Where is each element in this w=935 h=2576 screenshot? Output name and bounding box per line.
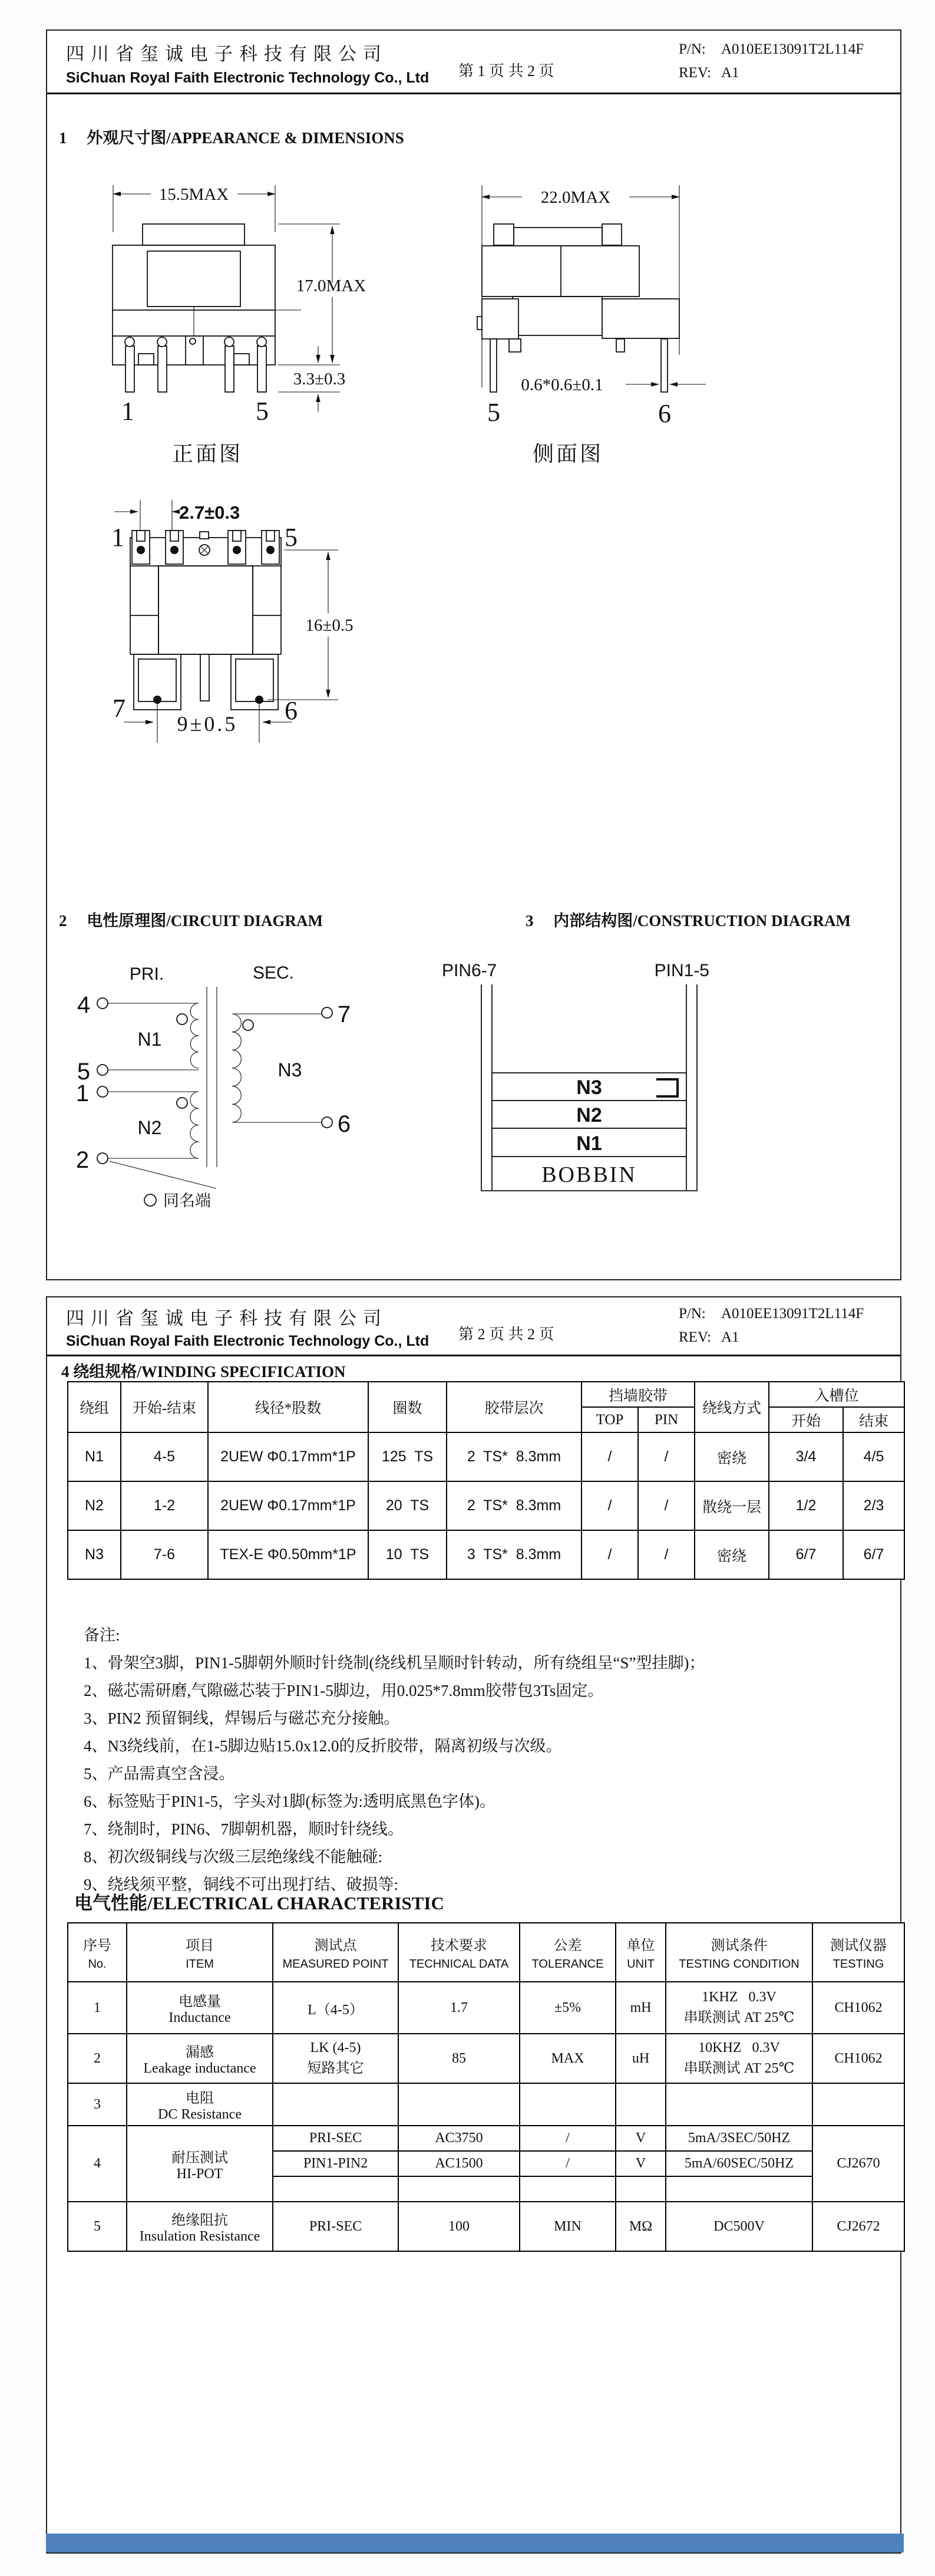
notes-title: 备注: [84, 1626, 120, 1644]
cell: N2 [68, 1481, 121, 1530]
cell: / [638, 1481, 695, 1530]
col-header-tape: 胶带层次 [447, 1382, 582, 1432]
cell: PRI-SEC [273, 2126, 398, 2151]
bottom-pin6-label: 6 [285, 696, 298, 725]
cell: L（4-5） [273, 1982, 398, 2034]
empty-cell [666, 2083, 812, 2126]
cell: 绝缘阻抗 Insulation Resistance [127, 2202, 273, 2251]
cell: / [638, 1432, 695, 1481]
empty-cell [616, 2176, 666, 2202]
page-2 [46, 1296, 901, 2554]
side-view-drawing [419, 172, 708, 479]
winding-row-n3 [68, 1530, 904, 1579]
circuit-diagram [54, 956, 384, 1227]
empty-cell [273, 2083, 398, 2126]
cell: 10 TS [368, 1530, 447, 1579]
col-header-wire: 线径*股数 [208, 1382, 368, 1432]
circuit-pin6: 6 [337, 1111, 351, 1137]
company-name-en: SiChuan Royal Faith Electronic Technology Co., Ltd [66, 70, 429, 86]
col-header: 测试条件 TESTING CONDITION [666, 1923, 812, 1982]
col-header-margin-tape: 挡墙胶带 [582, 1382, 695, 1407]
layer-n3-label: N3 [576, 1076, 602, 1099]
cell: 散绕一层 [695, 1481, 769, 1530]
page-1 [46, 29, 901, 1280]
construction-left-label: PIN6-7 [442, 961, 497, 980]
cell: 5 [68, 2202, 127, 2251]
page-number: 第 2 页 共 2 页 [458, 1326, 554, 1343]
col-header: 测试仪器 TESTING [812, 1923, 904, 1982]
cell: 2UEW Φ0.17mm*1P [208, 1432, 368, 1481]
cell: MΩ [616, 2202, 666, 2251]
empty-cell [520, 2176, 616, 2202]
bottom-pitch-dim: 2.7±0.3 [179, 502, 240, 523]
section3-title: 3 内部结构图/CONSTRUCTION DIAGRAM [526, 912, 851, 930]
cell: N3 [68, 1530, 121, 1579]
col-header-top: TOP [582, 1407, 638, 1432]
cell: uH [616, 2034, 666, 2083]
col-header: 项目 ITEM [127, 1923, 273, 1982]
front-pin5-label: 5 [256, 397, 269, 426]
circuit-pin7: 7 [337, 1002, 351, 1027]
winding-n3-label: N3 [277, 1059, 302, 1081]
cell: AC3750 [398, 2126, 520, 2151]
col-header-slot-start: 开始 [769, 1407, 843, 1432]
cell: 10KHZ 0.3V 串联测试 AT 25℃ [666, 2034, 812, 2083]
bottom-blue-bar [46, 2534, 904, 2552]
cell: 密绕 [695, 1432, 769, 1481]
bottom-pin5-label: 5 [285, 523, 298, 552]
cell: 85 [398, 2034, 520, 2083]
winding-spec-table [67, 1381, 905, 1580]
cell: 2 [68, 2034, 127, 2083]
empty-cell [666, 2176, 812, 2202]
cell: PRI-SEC [273, 2202, 398, 2251]
layer-n2-label: N2 [576, 1104, 602, 1126]
rev-label: REV: [679, 1329, 712, 1345]
bottom-width-dim: 9±0.5 [177, 712, 238, 736]
polarity-legend: 同名端 [163, 1192, 211, 1210]
cell: 100 [398, 2202, 520, 2251]
cell: 6/7 [769, 1530, 843, 1579]
note-item: 9、绕线须平整，铜线不可出现打结、破损等: [84, 1876, 399, 1893]
cell: 2 TS* 8.3mm [447, 1481, 582, 1530]
empty-cell [812, 2083, 904, 2126]
cell: 2 TS* 8.3mm [447, 1432, 582, 1481]
pn-label: P/N: [679, 41, 706, 57]
side-view-caption: 侧面图 [532, 442, 604, 466]
note-item: 7、绕制时，PIN6、7脚朝机器，顺时针绕线。 [84, 1820, 404, 1838]
col-header-winding: 绕组 [68, 1382, 121, 1432]
col-header: 公差 TOLERANCE [520, 1923, 616, 1982]
side-pin6-label: 6 [658, 399, 671, 428]
col-header-slot: 入槽位 [769, 1382, 904, 1407]
electrical-row-1 [68, 1982, 904, 2034]
circuit-pin1: 1 [75, 1081, 90, 1106]
pn-label: P/N: [679, 1306, 706, 1322]
circuit-pin4: 4 [77, 992, 91, 1018]
cell: 4 [68, 2126, 127, 2202]
section4-title: 4 绕组规格/WINDING SPECIFICATION [61, 1363, 346, 1381]
col-header: 序号 No. [68, 1923, 127, 1982]
bottom-pin1-label: 1 [111, 523, 124, 552]
cell: 2UEW Φ0.17mm*1P [208, 1481, 368, 1530]
col-header-method: 绕线方式 [695, 1382, 769, 1432]
pri-label: PRI. [129, 964, 164, 984]
col-header: 测试点 MEASURED POINT [273, 1923, 398, 1982]
bottom-view-drawing [84, 496, 378, 756]
company-name-en: SiChuan Royal Faith Electronic Technology Co., Ltd [66, 1333, 429, 1349]
cell: 4-5 [121, 1432, 208, 1481]
electrical-row-3 [68, 2083, 904, 2126]
cell: 4/5 [843, 1432, 904, 1481]
electrical-title: 电气性能/ELECTRICAL CHARACTERISTIC [74, 1893, 444, 1913]
cell: 耐压测试 HI-POT [127, 2126, 273, 2202]
page-number: 第 1 页 共 2 页 [458, 62, 554, 80]
winding-n2-label: N2 [137, 1117, 162, 1138]
winding-row-n2 [68, 1481, 904, 1530]
electrical-header-row [68, 1923, 904, 1982]
cell: 漏感 Leakage inductance [127, 2034, 273, 2083]
note-item: 4、N3绕线前，在1-5脚边贴15.0x12.0的反折胶带，隔离初级与次级。 [84, 1737, 562, 1755]
winding-n1-label: N1 [137, 1029, 162, 1050]
cell: 125 TS [368, 1432, 447, 1481]
winding-row-n1 [68, 1432, 904, 1481]
note-item: 6、标签贴于PIN1-5，字头对1脚(标签为:透明底黑色字体)。 [84, 1793, 495, 1810]
col-header: 技术要求 TECHNICAL DATA [398, 1923, 520, 1982]
note-item: 1、骨架空3脚，PIN1-5脚朝外顺时针绕制(绕线机呈顺时针转动，所有绕组呈“S”型挂脚)； [84, 1654, 705, 1672]
electrical-row-2 [68, 2034, 904, 2083]
cell: 7-6 [121, 1530, 208, 1579]
cell: CJ2670 [812, 2126, 904, 2202]
cell: / [582, 1530, 638, 1579]
empty-cell [273, 2176, 398, 2202]
cell: 6/7 [843, 1530, 904, 1579]
cell: 1.7 [398, 1982, 520, 2034]
cell: 1 [68, 1982, 127, 2034]
cell: 1/2 [769, 1481, 843, 1530]
section1-title: 1 外观尺寸图/APPEARANCE & DIMENSIONS [59, 129, 404, 147]
col-header-pin: PIN [638, 1407, 695, 1432]
notes-block [84, 1622, 705, 1899]
circuit-pin5: 5 [77, 1059, 91, 1085]
cell: 1-2 [121, 1481, 208, 1530]
empty-cell [398, 2176, 520, 2202]
electrical-row-4a [68, 2126, 904, 2151]
cell: / [582, 1432, 638, 1481]
sec-label: SEC. [252, 963, 295, 983]
company-name-cn: 四川省玺诚电子科技有限公司 [66, 44, 388, 64]
cell: PIN1-PIN2 [273, 2151, 398, 2176]
cell: CJ2672 [812, 2202, 904, 2251]
cell: CH1062 [812, 1982, 904, 2034]
empty-cell [398, 2083, 520, 2126]
note-item: 3、PIN2 预留铜线，焊锡后与磁芯充分接触。 [84, 1709, 400, 1727]
cell: / [638, 1530, 695, 1579]
cell: 电阻 DC Resistance [127, 2083, 273, 2126]
cell: ±5% [520, 1982, 616, 2034]
col-header-turns: 圈数 [368, 1382, 447, 1432]
cell: 5mA/60SEC/50HZ [666, 2151, 812, 2176]
page1-header [47, 31, 900, 94]
col-header-slot-end: 结束 [843, 1407, 904, 1432]
front-pin-dim: 3.3±0.3 [293, 370, 346, 388]
part-number-block [679, 1302, 864, 1349]
cell: / [520, 2126, 616, 2151]
cell: 3 TS* 8.3mm [447, 1530, 582, 1579]
front-pin1-label: 1 [121, 397, 134, 426]
cell: / [520, 2151, 616, 2176]
cell: DC500V [666, 2202, 812, 2251]
pn-value: A010EE13091T2L114F [721, 41, 864, 57]
cell: 20 TS [368, 1481, 447, 1530]
front-view-caption: 正面图 [171, 442, 243, 466]
cell: 5mA/3SEC/50HZ [666, 2126, 812, 2151]
bottom-height-dim: 16±0.5 [305, 616, 353, 635]
cell: 密绕 [695, 1530, 769, 1579]
cell: N1 [68, 1432, 121, 1481]
note-item: 5、产品需真空含浸。 [84, 1765, 235, 1783]
note-item: 2、磁芯需研磨,气隙磁芯装于PIN1-5脚边，用0.025*7.8mm胶带包3Ts固定。 [84, 1682, 604, 1699]
layer-n1-label: N1 [576, 1132, 602, 1155]
rev-label: REV: [679, 65, 712, 81]
construction-right-label: PIN1-5 [654, 961, 709, 980]
cell: V [616, 2126, 666, 2151]
col-header-start-end: 开始-结束 [121, 1382, 208, 1432]
side-pin-dim: 0.6*0.6±0.1 [521, 375, 603, 394]
side-pin5-label: 5 [487, 398, 500, 427]
cell: 3 [68, 2083, 127, 2126]
circuit-pin2: 2 [75, 1147, 90, 1173]
cell: 1KHZ 0.3V 串联测试 AT 25℃ [666, 1982, 812, 2034]
cell: CH1062 [812, 2034, 904, 2083]
page2-header [47, 1297, 900, 1356]
section2-title: 2 电性原理图/CIRCUIT DIAGRAM [59, 912, 323, 930]
empty-cell [616, 2083, 666, 2126]
bottom-pin7-label: 7 [113, 694, 125, 723]
cell: LK (4-5) 短路其它 [273, 2034, 398, 2083]
bobbin-label: BOBBIN [541, 1162, 637, 1187]
front-height-dim: 17.0MAX [296, 276, 366, 295]
front-width-dim: 15.5MAX [158, 185, 229, 204]
cell: 2/3 [843, 1481, 904, 1530]
cell: MIN [520, 2202, 616, 2251]
electrical-table [67, 1922, 905, 2252]
col-header: 单位 UNIT [616, 1923, 666, 1982]
cell: 电感量 Inductance [127, 1982, 273, 2034]
construction-diagram [437, 950, 714, 1204]
cell: mH [616, 1982, 666, 2034]
empty-cell [520, 2083, 616, 2126]
part-number-block [679, 38, 864, 85]
side-width-dim: 22.0MAX [540, 188, 611, 207]
note-item: 8、初次级铜线与次级三层绝缘线不能触碰: [84, 1848, 383, 1866]
company-name-cn: 四川省玺诚电子科技有限公司 [66, 1308, 388, 1329]
cell: V [616, 2151, 666, 2176]
electrical-row-5 [68, 2202, 904, 2251]
pn-value: A010EE13091T2L114F [721, 1306, 864, 1322]
cell: AC1500 [398, 2151, 520, 2176]
cell: MAX [520, 2034, 616, 2083]
rev-value: A1 [721, 65, 739, 81]
front-view-drawing [78, 172, 419, 479]
cell: 3/4 [769, 1432, 843, 1481]
cell: TEX-E Φ0.50mm*1P [208, 1530, 368, 1579]
cell: / [582, 1481, 638, 1530]
rev-value: A1 [721, 1329, 739, 1345]
